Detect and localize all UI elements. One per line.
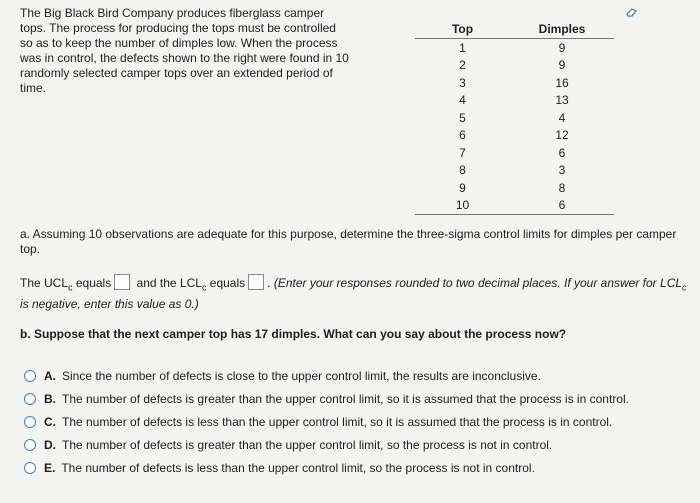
table-row <box>415 144 614 162</box>
header-dimples: Dimples <box>510 20 614 39</box>
option-d[interactable] <box>24 433 684 456</box>
dimples-cell: 16 <box>555 75 569 90</box>
top-cell: 8 <box>459 163 466 178</box>
top-cell: 2 <box>459 58 466 73</box>
table-row <box>415 162 614 180</box>
top-cell: 3 <box>459 75 466 90</box>
option-b[interactable] <box>24 387 684 410</box>
dimples-cell: 4 <box>558 110 566 125</box>
table-row <box>415 92 614 110</box>
dimples-cell: 9 <box>558 58 566 73</box>
eraser-icon[interactable] <box>626 7 638 17</box>
radio-button[interactable] <box>24 370 36 382</box>
table-row <box>415 109 614 127</box>
answer-options <box>24 364 684 479</box>
header-top: Top <box>415 20 510 39</box>
option-letter: A. <box>44 368 56 383</box>
top-cell: 10 <box>415 197 510 215</box>
instructions-end: is negative, enter this value as 0.) <box>20 297 199 312</box>
top-cell: 4 <box>459 93 466 108</box>
option-letter: B. <box>44 391 56 406</box>
radio-button[interactable] <box>24 462 36 474</box>
ucl-subscript: c <box>68 282 73 293</box>
equals-text: equals <box>72 276 112 290</box>
instructions-text: (Enter your responses rounded to two decimal places. If your answer for LCL <box>273 276 683 290</box>
instructions-subscript: c <box>682 282 687 293</box>
option-text: The number of defects is greater than the upper control limit, so it is assumed that the process is in control. <box>62 391 629 406</box>
dimples-cell: 6 <box>510 197 614 215</box>
radio-button[interactable] <box>24 439 36 451</box>
top-cell: 1 <box>459 40 466 55</box>
option-letter: C. <box>44 414 56 429</box>
table-row <box>415 197 614 215</box>
top-cell: 7 <box>459 145 466 160</box>
table-row <box>415 39 614 57</box>
ucl-label: The UCL <box>20 276 69 290</box>
top-cell: 5 <box>459 110 466 125</box>
option-c[interactable] <box>24 410 684 433</box>
dimples-cell: 12 <box>555 128 569 143</box>
dimples-cell: 13 <box>555 93 569 108</box>
question-a: a. Assuming 10 observations are adequate for this purpose, determine the three-sigma control limits for dimples per camper top. <box>20 227 677 256</box>
option-e[interactable] <box>24 456 684 479</box>
problem-intro: The Big Black Bird Company produces fiberglass camper tops. The process for producing the tops must be controlled so as to keep the number of dimples low. When the process was in control, the defects shown to the right were found in 10 randomly selected camper tops over an extended period of time. <box>20 6 349 95</box>
radio-button[interactable] <box>24 393 36 405</box>
answer-line: The $UCL_c$ equals and the $LCL_c$ equals . (Enter your responses rounded to two decimal places. If your answer for $LCL_c$ is negative, enter this value as 0.) <box>20 276 687 312</box>
radio-button[interactable] <box>24 416 36 428</box>
option-text: Since the number of defects is close to the upper control limit, the results are inconclusive. <box>62 368 541 383</box>
ucl-input[interactable] <box>114 274 130 290</box>
option-a[interactable] <box>24 364 684 387</box>
lcl-subscript: c <box>201 282 207 293</box>
dimples-cell: 6 <box>558 145 566 160</box>
table-row <box>415 127 614 145</box>
dimples-cell: 3 <box>558 163 566 178</box>
option-letter: D. <box>44 437 56 452</box>
table-row <box>415 179 614 197</box>
table-row <box>415 74 614 92</box>
dimples-table <box>415 20 614 215</box>
dimples-cell: 8 <box>558 180 566 195</box>
option-letter: E. <box>44 460 56 475</box>
option-text: The number of defects is less than the upper control limit, so the process is not in control. <box>61 460 535 475</box>
option-text: The number of defects is less than the upper control limit, so it is assumed that the process is in control. <box>62 414 613 429</box>
lcl-label: and the LCL <box>133 276 202 290</box>
top-cell: 9 <box>459 180 466 195</box>
top-cell: 6 <box>459 128 466 143</box>
table-row <box>415 57 614 75</box>
dimples-cell: 9 <box>558 40 566 55</box>
lcl-input[interactable] <box>248 274 264 290</box>
question-b: b. Suppose that the next camper top has 17 dimples. What can you say about the process now? <box>20 327 567 341</box>
option-text: The number of defects is greater than the upper control limit, so the process is not in control. <box>62 437 553 452</box>
equals-text: equals <box>206 276 246 290</box>
